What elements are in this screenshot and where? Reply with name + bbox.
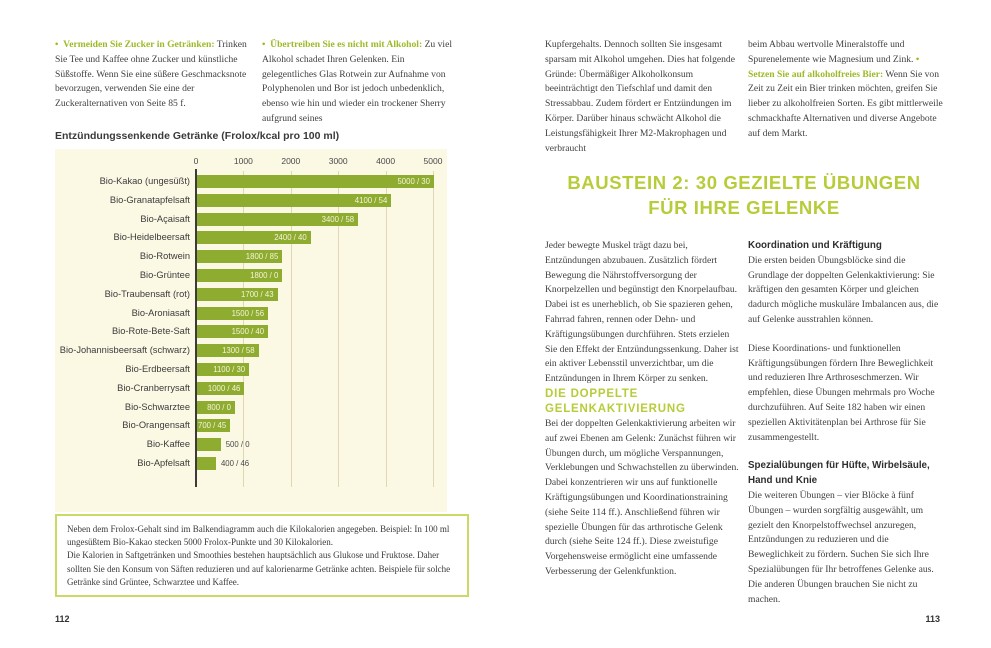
chart-value-label: 1800 / 85 <box>245 252 279 262</box>
paragraph-gap <box>748 328 945 342</box>
chart-axis-tick-label: 2000 <box>281 156 301 166</box>
page-number-right: 113 <box>925 614 940 624</box>
chart-category-label: Bio-Cranberrysaft <box>117 382 190 393</box>
right-page-column-2-top <box>748 38 945 142</box>
paragraph-uebungsbloecke: Die ersten beiden Übungsblöcke sind die Grundlage der doppelten Gelenkaktivierung: Sie kräftigen den gesamten Körper und gleichen dadurch mögliche muskuläre Imbalancen aus, die auf Gelenke ausstrahlen können. <box>748 254 939 325</box>
bullet-text-zucker: Trinken Sie Tee und Kaffee ohne Zucker und künstliche Süßstoffe. Wenn Sie eine süßere Geschmacksnote bevorzugen, verwenden Sie eine der Zuckeralternativen von Seite 85 f. <box>55 39 247 110</box>
bullet-text-bier: Wenn Sie von Zeit zu Zeit ein Bier trinken möchten, greifen Sie lieber zu alkoholfreien Sorten. Es gibt mittlerweile schmackhafte Alternativen und diverse Angebote auf dem Markt. <box>748 68 943 139</box>
chart-value-label: 3400 / 58 <box>321 214 355 224</box>
paragraph-gelenkaktivierung: Bei der doppelten Gelenkaktivierung arbeiten wir auf zwei Ebenen am Gelenk: Zunächst führen wir Übungen durch, um mögliche Verspannungen, Verklebungen und Schwachstellen zu überwinden. Dabei konzentrieren wir uns auf funktionelle Kräftigungsübungen und Koordinationstraining (siehe Seite 114 ff.). Anschließend führen wir spezielle Übungen für das arthrotische Gelenk durch (siehe Seite 124 ff.). Diese zweistufige Vorgehensweise ermöglicht eine umfassende Verbesserung der Gelenkfunktion. <box>545 417 739 577</box>
left-page-column-2 <box>262 38 459 127</box>
continuation-paragraph-1: Kupfergehalts. Dennoch sollten Sie insgesamt sparsam mit Alkohol umgehen. Dies hat folgende Gründe: Übermäßiger Alkoholkonsum beeinträchtigt den Tiefschlaf und damit den Stressabbau. Zudem fördert er Entzündungen im Körper. Darüber hinaus schwächt Alkohol die Leistungsfähigkeit Ihrer M2-Makrophagen und verbraucht <box>545 39 735 154</box>
chart-category-label: Bio-Erdbeersaft <box>125 364 190 374</box>
bar-chart <box>55 149 447 512</box>
paragraph-koordination: Diese Koordinations- und funktionellen Kräftigungsübungen fördern Ihre Beweglichkeit und reduzieren Ihre Arthroseschmerzen. Wir empfehlen, diese Übungen mehrmals pro Woche durchzuführen. Auf Seite 182 haben wir einen speziellen Aktivitätenplan bei Arthrose für Sie zusammengestellt. <box>748 342 935 443</box>
chart-value-label: 700 / 45 <box>197 421 227 431</box>
chart-bar <box>197 438 221 451</box>
chart-footnote-box <box>55 514 469 597</box>
continuation-text: beim Abbau wertvolle Mineralstoffe und Spurenelemente wie Magnesium und Zink. <box>748 39 914 65</box>
right-page-column-1-bottom <box>545 239 742 580</box>
chart-category-label: Bio-Rotwein <box>139 251 190 262</box>
bullet-lead-bier: Setzen Sie auf alkoholfreies Bier: <box>748 68 884 80</box>
chart-value-label: 1500 / 56 <box>231 308 265 318</box>
right-page-column-1-top <box>545 38 742 156</box>
bullet-marker: • <box>915 53 920 65</box>
bullet-lead-alkohol: Übertreiben Sie es nicht mit Alkohol: <box>270 39 423 50</box>
continuation-paragraph-2 <box>748 38 945 142</box>
chart-category-label: Bio-Johannisbeersaft (schwarz) <box>59 345 190 356</box>
chart-value-label: 1500 / 40 <box>231 327 265 337</box>
page-number-left: 112 <box>55 614 70 624</box>
chart-axis-tick-label: 0 <box>193 156 199 166</box>
chart-value-label: 5000 / 30 <box>397 177 430 186</box>
chart-category-label: Bio-Orangensaft <box>122 420 190 431</box>
chart-category-label: Bio-Apfelsaft <box>137 458 190 468</box>
chart-gridline <box>433 171 434 487</box>
chart-gridline <box>386 171 387 487</box>
chart-value-label: 800 / 0 <box>207 402 231 412</box>
section-heading-baustein-2: BAUSTEIN 2: 30 GEZIELTE ÜBUNGEN FÜR IHRE GELENKE <box>567 172 921 218</box>
subheading-doppelte-gelenkaktivierung: DIE DOPPELTE GELENKAKTIVIERUNG <box>545 387 686 415</box>
chart-bar <box>197 457 216 470</box>
chart-value-label: 1700 / 43 <box>241 289 274 299</box>
bullet-paragraph-zucker <box>55 38 252 112</box>
paragraph-gap <box>748 445 945 459</box>
chart-category-label: Bio-Aroniasaft <box>131 307 190 318</box>
chart-category-label: Bio-Granatapfelsaft <box>109 194 190 205</box>
bullet-marker: • <box>55 39 59 50</box>
chart-value-label: 4100 / 54 <box>354 195 388 205</box>
right-page-column-2-bottom <box>748 239 945 607</box>
chart-category-label: Bio-Heidelbeersaft <box>113 232 190 243</box>
bullet-marker: • <box>262 39 266 50</box>
chart-value-label: 1100 / 30 <box>213 365 246 374</box>
chart-axis-tick-label: 1000 <box>233 156 253 166</box>
bullet-lead-zucker: Vermeiden Sie Zucker in Getränken: <box>63 39 215 50</box>
chart-value-label: 1800 / 0 <box>250 271 279 280</box>
chart-category-label: Bio-Açaisaft <box>140 213 190 224</box>
bullet-text-alkohol: Zu viel Alkohol schadet Ihren Gelenken. Ein gelegentliches Glas Rotwein zur Aufnahme von Polyphenolen und Bor ist jedoch unbedenklich, ebenso wie hin und wieder ein trockener Sherry aufgrund seines <box>262 39 453 124</box>
paragraph-spezialuebungen: Die weiteren Übungen – vier Blöcke à fünf Übungen – wurden sorgfältig ausgewählt, um gezielt den Knorpelstoffwechsel anzuregen, Entzündungen zu reduzieren und die Beweglichkeit zu fördern. Suchen Sie sich Ihre Spezialübungen für Ihr betroffenes Gelenke aus. Die anderen Übungen brauchen Sie nicht zu machen. <box>748 489 934 605</box>
chart-category-label: Bio-Rote-Bete-Saft <box>111 326 190 337</box>
chart-axis-tick-label: 4000 <box>376 156 396 166</box>
paragraph-bewegung: Jeder bewegte Muskel trägt dazu bei, Entzündungen abzubauen. Zusätzlich fördert Bewegung die Nährstoffversorgung der Knorpelzellen und begünstigt den Knorpelaufbau. Dabei ist es unerheblich, ob Sie spazieren gehen, Fahrrad fahren, rennen oder Dehn- und Kräftigungsübungen durchführen. Stets erzielen Sie den Effekt der Entzündungssenkung. Daher ist ein aktiver Lebensstil unverzichtbar, um die Entzündungen in Ihrem Körper zu senken. <box>545 240 739 385</box>
chart-category-label: Bio-Schwarztee <box>124 401 190 412</box>
footnote-paragraph-1: Neben dem Frolox-Gehalt sind im Balkendiagramm auch die Kilokalorien angegeben. Beispiel: In 100 ml ungesüßtem Bio-Kakao stecken 5000 Frolox-Punkte und 30 Kilokalorien. <box>67 524 450 548</box>
chart-category-label: Bio-Grüntee <box>139 270 190 280</box>
subheading-koordination: Koordination und Kräftigung <box>748 240 882 251</box>
subheading-spezialuebungen: Spezialübungen für Hüfte, Wirbelsäule, Hand und Knie <box>748 460 930 487</box>
chart-category-label: Bio-Traubensaft (rot) <box>104 288 190 299</box>
chart-category-label: Bio-Kaffee <box>146 439 190 450</box>
chart-title: Entzündungssenkende Getränke (Frolox/kcal pro 100 ml) <box>55 130 340 142</box>
chart-axis-tick-label: 5000 <box>423 156 443 166</box>
chart-value-label: 2400 / 40 <box>274 233 307 243</box>
chart-value-label: 400 / 46 <box>220 459 250 468</box>
left-page-column-1 <box>55 38 252 112</box>
bullet-paragraph-alkohol <box>262 38 459 127</box>
chart-value-label: 1000 / 46 <box>207 383 241 393</box>
footnote-paragraph-2: Die Kalorien in Saftgetränken und Smoothies bestehen hauptsächlich aus Glukose und Fruktose. Daher sollten Sie den Konsum von Säften reduzieren und auf kalorienarme Getränke achten. Beispiele für solche Getränke sind Grüntee, Schwarztee und Kaffee. <box>67 550 451 587</box>
chart-value-label: 1300 / 58 <box>222 346 255 356</box>
chart-axis-tick-label: 3000 <box>328 156 348 166</box>
chart-category-label: Bio-Kakao (ungesüßt) <box>99 176 190 186</box>
chart-value-label: 500 / 0 <box>225 440 250 450</box>
